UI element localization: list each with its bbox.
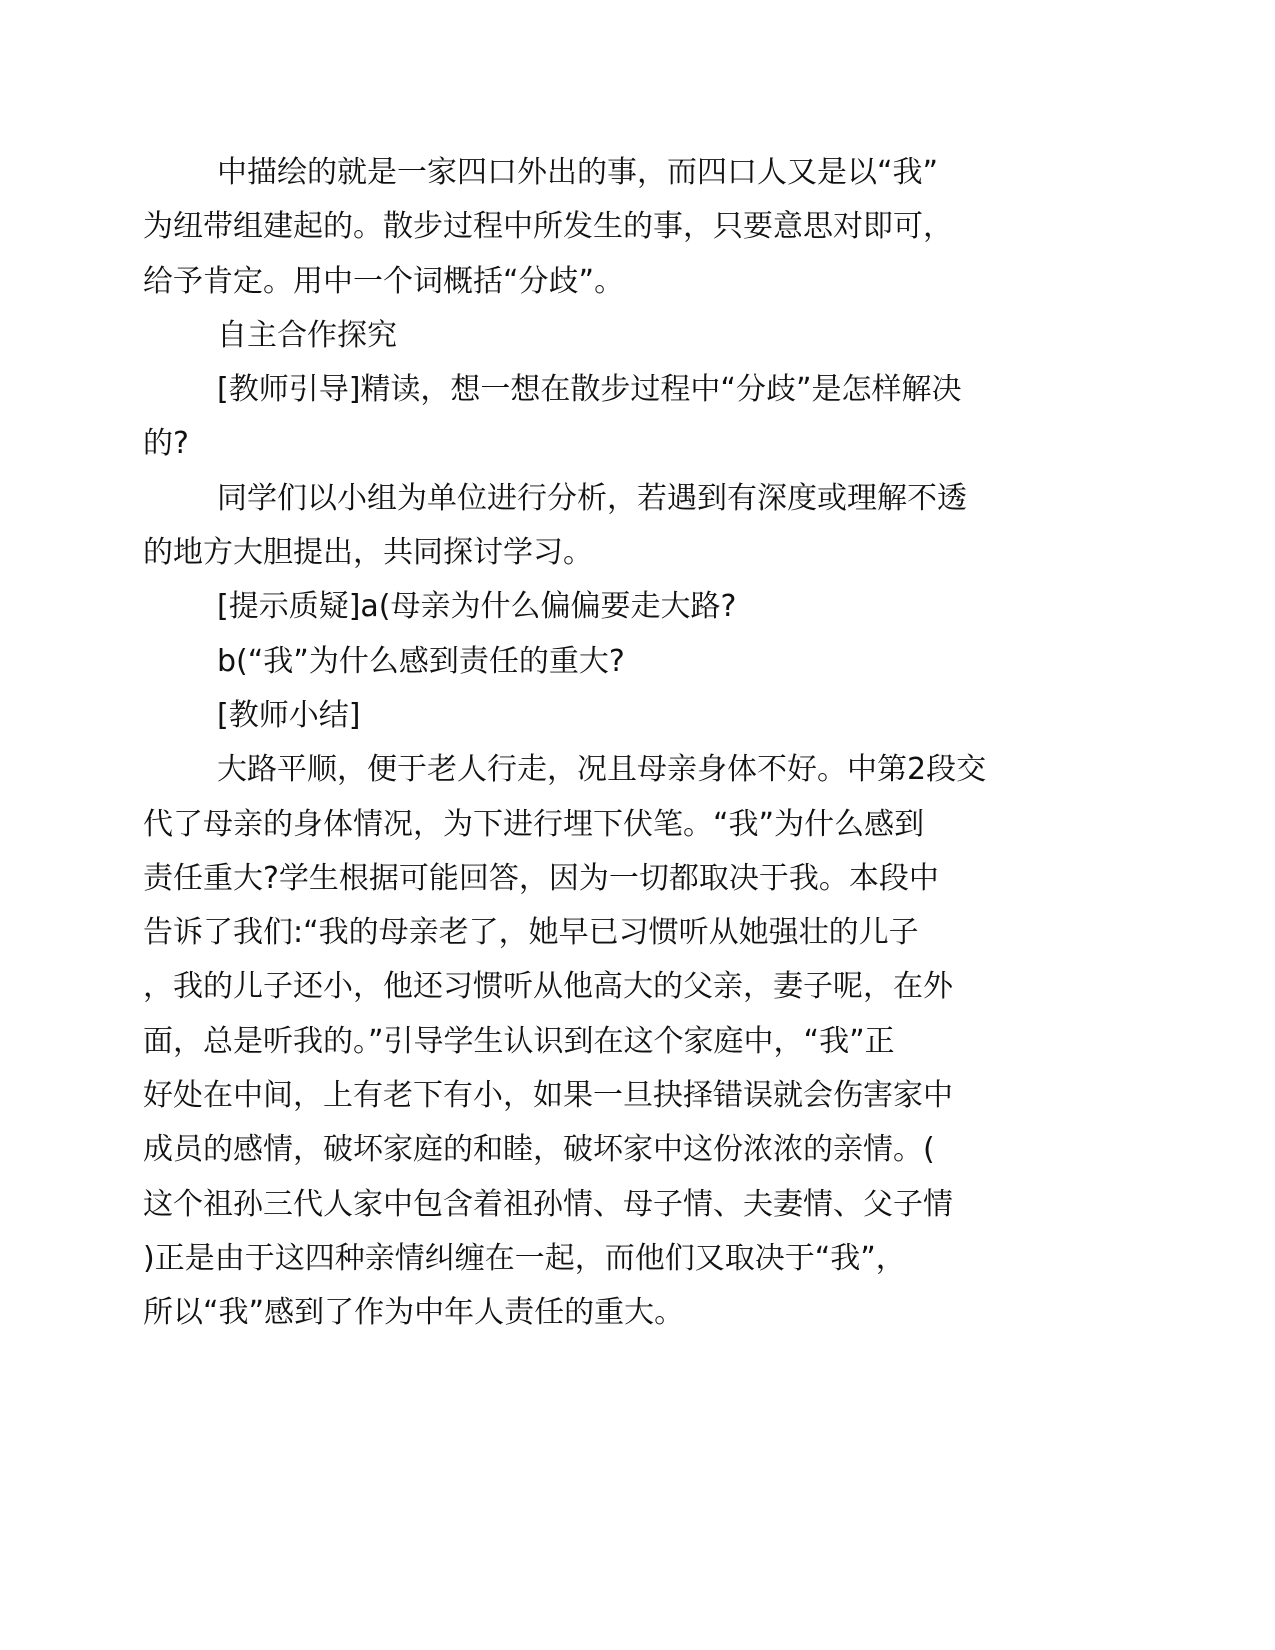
paragraph-question-a <box>180 580 1040 634</box>
text-line: b(“我”为什么感到责任的重大? <box>217 643 625 679</box>
paragraph-group-work <box>143 472 1040 581</box>
text-line: 好处在中间，上有老下有小，如果一旦抉择错误就会伤害家中 <box>143 1078 953 1114</box>
text-line: 中描绘的就是一家四口外出的事，而四口人又是以“我” <box>217 155 939 190</box>
text-line: 的? <box>143 426 189 462</box>
paragraph-intro <box>143 146 1040 309</box>
text-line: 责任重大?学生根据可能回答，因为一切都取决于我。本段中 <box>143 860 939 896</box>
text-line: 为纽带组建起的。散步过程中所发生的事，只要意思对即可， <box>143 209 953 245</box>
text-line: 给予肯定。用中一个词概括“分歧”。 <box>143 263 625 299</box>
text-line: 所以“我”感到了作为中年人责任的重大。 <box>143 1295 685 1331</box>
text-line: 自主合作探究 <box>217 317 397 353</box>
text-line: 的地方大胆提出，共同探讨学习。 <box>143 535 593 571</box>
text-line: ，我的儿子还小，他还习惯听从他高大的父亲，妻子呢，在外 <box>143 969 953 1005</box>
text-line: [提示质疑]a(母亲为什么偏偏要走大路? <box>217 589 737 625</box>
text-line: 成员的感情，破坏家庭的和睦，破坏家中这份浓浓的亲情。( <box>143 1132 935 1168</box>
document-body <box>143 146 1040 1341</box>
paragraph-summary <box>143 743 1040 1340</box>
text-line: 同学们以小组为单位进行分析，若遇到有深度或理解不透 <box>217 480 967 516</box>
text-line: )正是由于这四种亲情纠缠在一起，而他们又取决于“我”， <box>143 1240 906 1276</box>
paragraph-question-b <box>180 635 1040 689</box>
section-heading <box>180 309 1040 363</box>
text-line: [教师小结] <box>217 697 361 733</box>
text-line: 大路平顺，便于老人行走，况且母亲身体不好。中第2段交 <box>217 752 987 788</box>
text-line: 代了母亲的身体情况，为下进行埋下伏笔。“我”为什么感到 <box>143 806 925 842</box>
text-line: 这个祖孙三代人家中包含着祖孙情、母子情、夫妻情、父子情 <box>143 1186 953 1222</box>
paragraph-teacher-guide <box>143 363 1040 472</box>
paragraph-summary-heading <box>180 689 1040 743</box>
text-line: 告诉了我们:“我的母亲老了，她早已习惯听从她强壮的儿子 <box>143 915 919 951</box>
text-line: 面，总是听我的。”引导学生认识到在这个家庭中，“我”正 <box>143 1023 895 1059</box>
text-line: [教师引导]精读，想一想在散步过程中“分歧”是怎样解决 <box>217 372 962 408</box>
